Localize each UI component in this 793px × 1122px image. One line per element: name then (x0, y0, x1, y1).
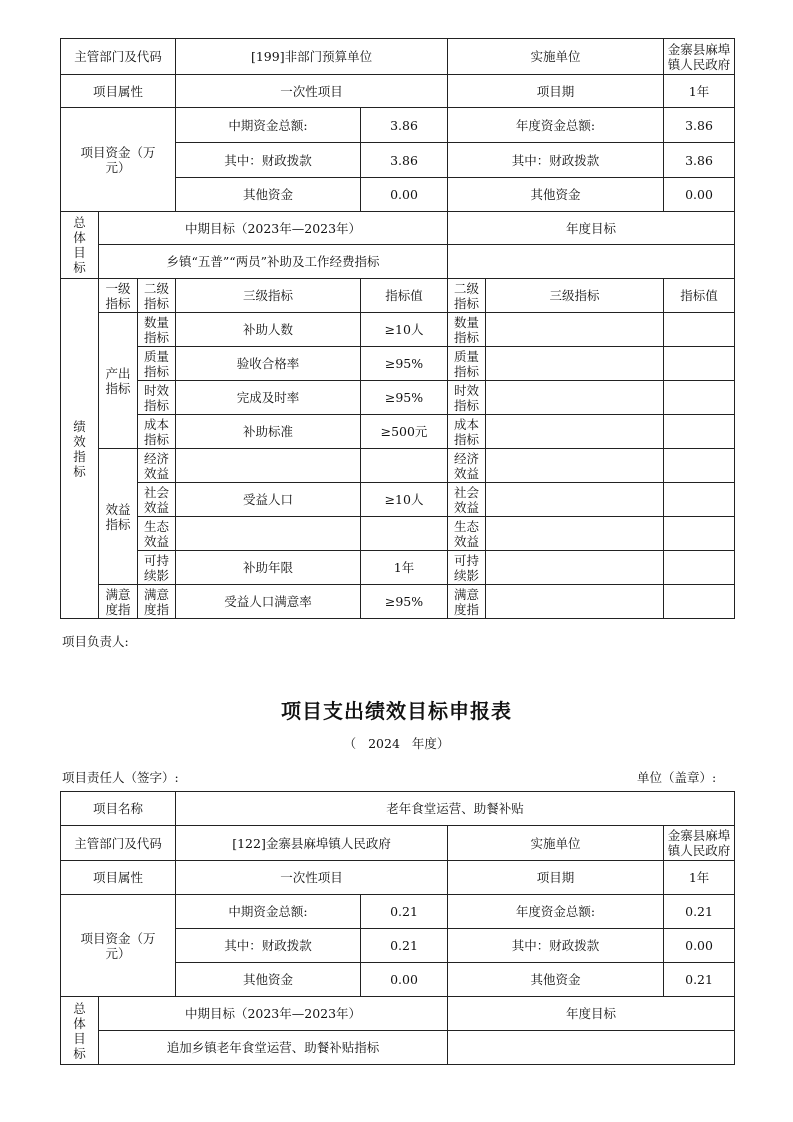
year-goal-text (448, 245, 735, 279)
mid-other-label: 其他资金 (176, 178, 361, 212)
mid-total-label: 中期资金总额: (176, 108, 361, 143)
l3-sustainable-year (486, 551, 664, 585)
form-title: 项目支出绩效目标申报表 (281, 699, 512, 723)
value-sustainable: 1年 (361, 551, 448, 585)
impl-label: 实施单位 (448, 39, 664, 75)
l2-sustainable: 可持续影 (138, 551, 176, 585)
l2-quality-year: 质量指标 (448, 347, 486, 381)
value-economic (361, 449, 448, 483)
value-economic-year (664, 449, 735, 483)
l2-quantity-year: 数量指标 (448, 313, 486, 347)
l2-ecological: 生态效益 (138, 517, 176, 551)
l3-satisfaction: 受益人口满意率 (176, 585, 361, 619)
l3-header: 三级指标 (176, 279, 361, 313)
impl-value-2: 金寨县麻埠镇人民政府 (664, 826, 735, 861)
mid-goal-text-2: 追加乡镇老年食堂运营、助餐补贴指标 (99, 1031, 448, 1065)
value-header: 指标值 (361, 279, 448, 313)
goal-label: 总体目标 (61, 212, 99, 279)
attr-label-2: 项目属性 (61, 861, 176, 895)
performance-table-2 (60, 791, 735, 1065)
mid-total-value: 3.86 (361, 108, 448, 143)
l3-social: 受益人口 (176, 483, 361, 517)
year-other-value-2: 0.21 (664, 963, 735, 997)
period-label-2: 项目期 (448, 861, 664, 895)
year-line: （ 2024 年度） (343, 736, 450, 751)
fund-label-2: 项目资金（万元） (61, 895, 176, 997)
l2-sustainable-year: 可持续影 (448, 551, 486, 585)
l2-social-year: 社会效益 (448, 483, 486, 517)
year-fin-label: 其中：财政拨款 (448, 143, 664, 178)
output-label: 产出指标 (99, 313, 138, 449)
value-satisfaction: ≥95% (361, 585, 448, 619)
value-sustainable-year (664, 551, 735, 585)
l2-header-year: 二级指标 (448, 279, 486, 313)
mid-goal-header: 中期目标（2023年—2023年） (99, 212, 448, 245)
value-quality-year (664, 347, 735, 381)
year-other-value: 0.00 (664, 178, 735, 212)
satisfaction-label: 满意度指 (99, 585, 138, 619)
year-goal-header: 年度目标 (448, 212, 735, 245)
value-social: ≥10人 (361, 483, 448, 517)
l3-cost-year (486, 415, 664, 449)
year-fin-label-2: 其中：财政拨款 (448, 929, 664, 963)
unit-label: 单位（盖章）: (637, 770, 717, 785)
l2-header: 二级指标 (138, 279, 176, 313)
period-value-2: 1年 (664, 861, 735, 895)
impl-value: 金寨县麻埠镇人民政府 (664, 39, 735, 75)
l2-timeliness: 时效指标 (138, 381, 176, 415)
mid-goal-text: 乡镇“五普”“两员”补助及工作经费指标 (99, 245, 448, 279)
value-satisfaction-year (664, 585, 735, 619)
l2-satisfaction: 满意度指 (138, 585, 176, 619)
dept-label: 主管部门及代码 (61, 39, 176, 75)
attr-label: 项目属性 (61, 75, 176, 108)
l1-header: 一级指标 (99, 279, 138, 313)
l2-economic: 经济效益 (138, 449, 176, 483)
perf-label: 绩效指标 (61, 279, 99, 619)
l3-quantity: 补助人数 (176, 313, 361, 347)
attr-value: 一次性项目 (176, 75, 448, 108)
l3-quantity-year (486, 313, 664, 347)
mid-goal-header-2: 中期目标（2023年—2023年） (99, 997, 448, 1031)
l3-satisfaction-year (486, 585, 664, 619)
value-cost: ≥500元 (361, 415, 448, 449)
value-social-year (664, 483, 735, 517)
year-other-label: 其他资金 (448, 178, 664, 212)
l3-sustainable: 补助年限 (176, 551, 361, 585)
l2-satisfaction-year: 满意度指 (448, 585, 486, 619)
project-name-value: 老年食堂运营、助餐补贴 (176, 792, 735, 826)
l2-quantity: 数量指标 (138, 313, 176, 347)
l3-quality: 验收合格率 (176, 347, 361, 381)
fund-label: 项目资金（万元） (61, 108, 176, 212)
l2-ecological-year: 生态效益 (448, 517, 486, 551)
dept-label-2: 主管部门及代码 (61, 826, 176, 861)
dept-value-2: [122]金寨县麻埠镇人民政府 (176, 826, 448, 861)
responsible-note: 项目负责人: (62, 634, 129, 649)
year-total-value-2: 0.21 (664, 895, 735, 929)
period-value: 1年 (664, 75, 735, 108)
l3-header-year: 三级指标 (486, 279, 664, 313)
value-quality: ≥95% (361, 347, 448, 381)
year-goal-text-2 (448, 1031, 735, 1065)
l3-ecological-year (486, 517, 664, 551)
l3-cost: 补助标准 (176, 415, 361, 449)
l3-timeliness-year (486, 381, 664, 415)
l3-timeliness: 完成及时率 (176, 381, 361, 415)
mid-fin-label: 其中：财政拨款 (176, 143, 361, 178)
value-cost-year (664, 415, 735, 449)
period-label: 项目期 (448, 75, 664, 108)
l2-cost-year: 成本指标 (448, 415, 486, 449)
value-ecological-year (664, 517, 735, 551)
l2-social: 社会效益 (138, 483, 176, 517)
mid-fin-value-2: 0.21 (361, 929, 448, 963)
year-fin-value-2: 0.00 (664, 929, 735, 963)
dept-value: [199]非部门预算单位 (176, 39, 448, 75)
year-goal-header-2: 年度目标 (448, 997, 735, 1031)
mid-fin-value: 3.86 (361, 143, 448, 178)
value-ecological (361, 517, 448, 551)
l3-social-year (486, 483, 664, 517)
l3-economic (176, 449, 361, 483)
mid-other-value: 0.00 (361, 178, 448, 212)
goal-label-2: 总体目标 (61, 997, 99, 1065)
impl-label-2: 实施单位 (448, 826, 664, 861)
year-total-value: 3.86 (664, 108, 735, 143)
value-header-year: 指标值 (664, 279, 735, 313)
l2-quality: 质量指标 (138, 347, 176, 381)
l3-quality-year (486, 347, 664, 381)
value-quantity: ≥10人 (361, 313, 448, 347)
mid-total-value-2: 0.21 (361, 895, 448, 929)
mid-other-value-2: 0.00 (361, 963, 448, 997)
mid-fin-label-2: 其中：财政拨款 (176, 929, 361, 963)
year-total-label-2: 年度资金总额: (448, 895, 664, 929)
l3-ecological (176, 517, 361, 551)
benefit-label: 效益指标 (99, 449, 138, 585)
l2-economic-year: 经济效益 (448, 449, 486, 483)
performance-table-1 (60, 38, 735, 619)
signer-label: 项目责任人（签字）: (62, 770, 179, 785)
year-total-label: 年度资金总额: (448, 108, 664, 143)
attr-value-2: 一次性项目 (176, 861, 448, 895)
value-timeliness: ≥95% (361, 381, 448, 415)
value-quantity-year (664, 313, 735, 347)
l2-cost: 成本指标 (138, 415, 176, 449)
project-name-label: 项目名称 (61, 792, 176, 826)
l2-timeliness-year: 时效指标 (448, 381, 486, 415)
value-timeliness-year (664, 381, 735, 415)
mid-total-label-2: 中期资金总额: (176, 895, 361, 929)
year-other-label-2: 其他资金 (448, 963, 664, 997)
l3-economic-year (486, 449, 664, 483)
year-fin-value: 3.86 (664, 143, 735, 178)
mid-other-label-2: 其他资金 (176, 963, 361, 997)
